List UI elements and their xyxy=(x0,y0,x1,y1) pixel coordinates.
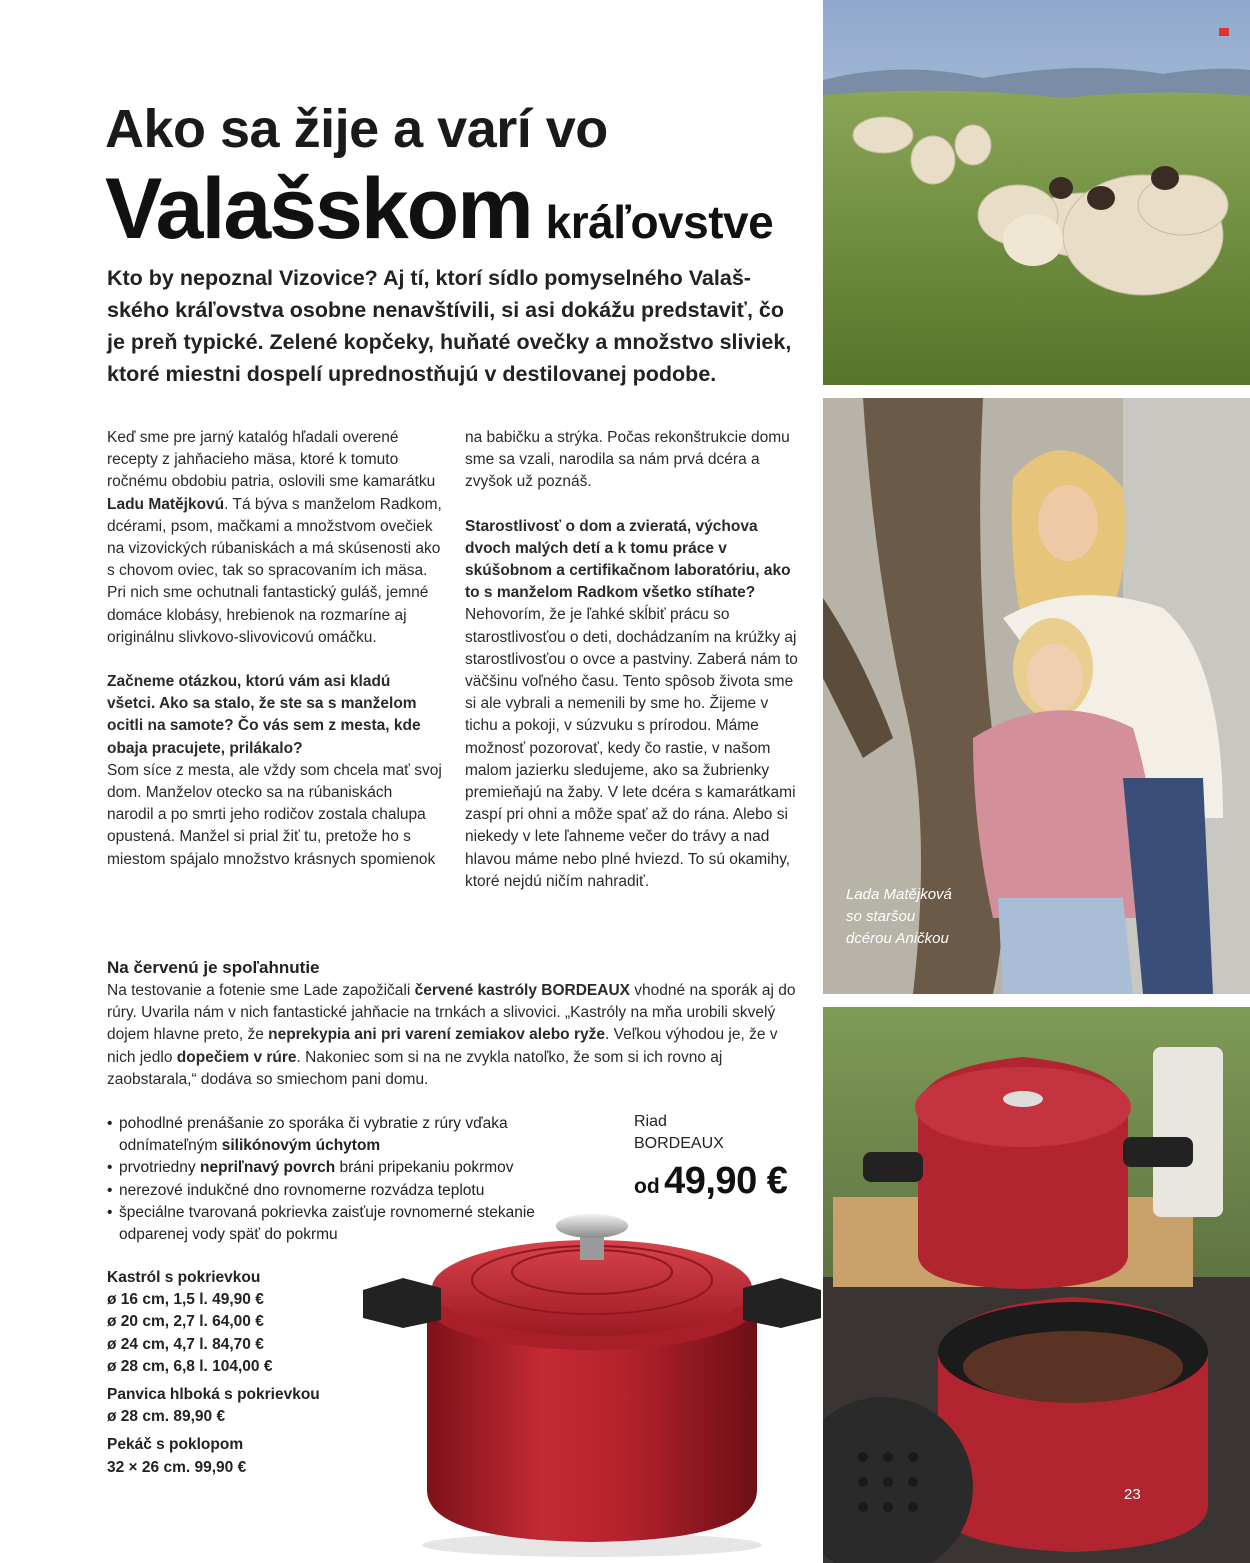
text-bold: neprekypia ani pri varení zemiakov alebo ryže xyxy=(268,1026,605,1044)
size: ø 16 cm, 1,5 l. xyxy=(107,1291,213,1309)
text-bold: nepriľnavý povrch xyxy=(199,1159,336,1177)
price: 104,00 € xyxy=(212,1357,273,1375)
question-text: Začneme otázkou, ktorú vám asi kladú všetci. Ako sa stalo, že ste sa s manželom ocitli na samote? Čo vás sem z mesta, kde obaja pracujete, prilákalo? xyxy=(107,673,421,757)
interview-question xyxy=(107,671,442,871)
text: pohodlné prenášanie zo sporáka či vybratie z rúry vďaka odnímateľným xyxy=(119,1115,508,1155)
product-name: BORDEAUX xyxy=(634,1135,724,1152)
list-item xyxy=(107,1113,537,1157)
price-group xyxy=(107,1267,320,1378)
paragraph: na babičku a strýka. Počas rekonštrukcie domu sme sa vzali, narodila sa nám prvá dcéra a zvyšok už poznáš. xyxy=(465,429,790,491)
person-name: Ladu Matějkovú xyxy=(107,495,225,513)
text: bráni pripekaniu pokrmov xyxy=(335,1159,514,1177)
text: vhodné na sporák aj do rúry. Uvarila nám v nich fantastické jahňacie na trnkách a slivovici. „Kastróly na mňa urobili skvelý dojem hlavne preto, že xyxy=(107,982,796,1044)
text: . Tá býva s manželom Radkom, dcérami, psom, mačkami a množstvom ovečiek na vizovických rúbaniskách a má skúsenosti ako s chovom oviec, tak so spracovaním ich mäsa. Pri nich sme ochutnali fantastický guláš, jemné domáce klobásy, hrebienok na rozmaríne aj originálnu slivkovo-slivovicovú omáčku. xyxy=(107,495,442,646)
price-group-title: Kastról s pokrievkou xyxy=(107,1269,261,1286)
text-bold: červené kastróly BORDEAUX xyxy=(414,982,630,999)
size: ø 20 cm, 2,7 l. xyxy=(107,1313,213,1331)
interview-question xyxy=(465,516,800,893)
price-row xyxy=(107,1457,320,1479)
product-label xyxy=(634,1111,724,1155)
price-list xyxy=(107,1267,320,1485)
article-column-2 xyxy=(465,427,800,893)
price-value: 49,90 € xyxy=(664,1160,788,1202)
price-group-title: Panvica hlboká s pokrievkou xyxy=(107,1386,320,1404)
price-row xyxy=(107,1311,320,1333)
text: Keď sme pre jarný katalóg hľadali overené recepty z jahňacieho mäsa, ktoré k tomuto ročnému obdobiu patria, oslovili sme kamarátku xyxy=(107,429,436,491)
page-number: 23 xyxy=(1124,1486,1141,1503)
price-group xyxy=(107,1434,320,1478)
caption-line: Lada Matějková xyxy=(846,886,952,903)
text-bold: dopečiem v rúre xyxy=(176,1048,297,1066)
price-row xyxy=(107,1334,320,1356)
size: ø 28 cm. xyxy=(107,1408,174,1426)
sheep-meadow-photo xyxy=(823,0,1250,385)
photo-caption xyxy=(846,884,952,950)
price-group xyxy=(107,1384,320,1428)
size: ø 24 cm, 4,7 l. xyxy=(107,1335,213,1353)
price: 64,00 € xyxy=(212,1313,264,1331)
headline-line1: Ako sa žije a varí vo xyxy=(105,99,608,159)
paragraph xyxy=(107,427,442,649)
list-item: • nerezové indukčné dno rovnomerne rozvádza teplotu xyxy=(107,1180,537,1202)
section-paragraph xyxy=(107,980,797,1091)
price: 99,90 € xyxy=(194,1458,247,1476)
product-price xyxy=(634,1160,787,1203)
price-row xyxy=(107,1356,320,1378)
product-line: Riad xyxy=(634,1113,667,1130)
question-text: Starostlivosť o dom a zvieratá, výchova dvoch malých detí a k tomu práce v skúšobnom a certifikačnom laboratóriu, ako to s manželom Radkom všetko stíhate? xyxy=(465,517,791,602)
answer-text: Som síce z mesta, ale vždy som chcela mať svoj dom. Manželov otecko sa na rúbaniskách narodil a po smrti jeho rodičov zostala chalupa opustená. Manžel si prial žiť tu, pretože ho s miestom spájalo množstvo krásnych spomienok xyxy=(107,761,442,868)
text-bold: silikónovým úchytom xyxy=(221,1137,381,1155)
list-item xyxy=(107,1157,537,1179)
price-row xyxy=(107,1289,320,1311)
cooking-photo xyxy=(823,1007,1250,1563)
price: 89,90 € xyxy=(173,1408,226,1426)
size: ø 28 cm, 6,8 l. xyxy=(107,1357,213,1375)
lead-paragraph: Kto by nepoznal Vizovice? Aj tí, ktorí sídlo pomyselného Valaš-ského kráľovstva osobne nenavštívili, si asi dokážu predstaviť, čo je preň typické. Zelené kopčeky, huňaté ovečky a množstvo sliviek, ktoré miestni dospelí uprednostňujú v destilovanej podobe. xyxy=(107,266,792,386)
section-heading: Na červenú je spoľahnutie xyxy=(107,958,320,977)
headline-line2 xyxy=(105,160,773,259)
text: . Veľkou výhodou je, že v nich jedlo xyxy=(107,1026,778,1066)
text: Na testovanie a fotenie sme Lade zapožičali xyxy=(107,982,415,999)
caption-line: dcérou Aničkou xyxy=(846,930,949,947)
list-item: • špeciálne tvarovaná pokrievka zaisťuje rovnomerné stekanie odparenej vody späť do pokrmu xyxy=(107,1202,537,1246)
article-column-1 xyxy=(107,427,442,871)
price-group-title: Pekáč s poklopom xyxy=(107,1436,244,1454)
price-row xyxy=(107,1406,320,1428)
price: 84,70 € xyxy=(212,1335,264,1353)
caption-line: so staršou xyxy=(846,908,916,925)
size: 32 × 26 cm. xyxy=(107,1458,195,1476)
headline-big: Valašskom xyxy=(105,161,532,257)
price: 49,90 € xyxy=(212,1291,264,1309)
price-prefix: od xyxy=(634,1175,660,1198)
cookware-pot-image xyxy=(355,1210,830,1560)
text: . Nakoniec som si na ne zvykla natoľko, že som si ich rovno aj zaobstarala,“ dodáva so smiechom pani domu. xyxy=(107,1048,723,1088)
text: prvotriedny xyxy=(119,1159,200,1177)
answer-text: Nehovorím, že je ľahké skĺbiť prácu so starostlivosťou o deti, dochádzaním na krúžky aj starostlivosťou o ovce a pastviny. Zaberá nám to väčšinu voľného času. Tento spôsob života sme si ale vybrali a nemenili by sme ho. Žijeme v tichu a pokoji, v súzvuku s prírodou. Máme možnosť pozorovať, kedy čo rastie, v našom malom jazierku sledujeme, ako sa žubrienky premieňajú na žaby. V lete dcéra s kamarátkami zaspí pri ohni a môže spať až do rána. Alebo si niekedy v lete ľahneme večer do trávy a nad hlavou máme nebo plné hviezd. To sú okamihy, ktoré nejdú ničím nahradiť. xyxy=(465,606,798,890)
headline-small: kráľovstve xyxy=(545,196,774,248)
